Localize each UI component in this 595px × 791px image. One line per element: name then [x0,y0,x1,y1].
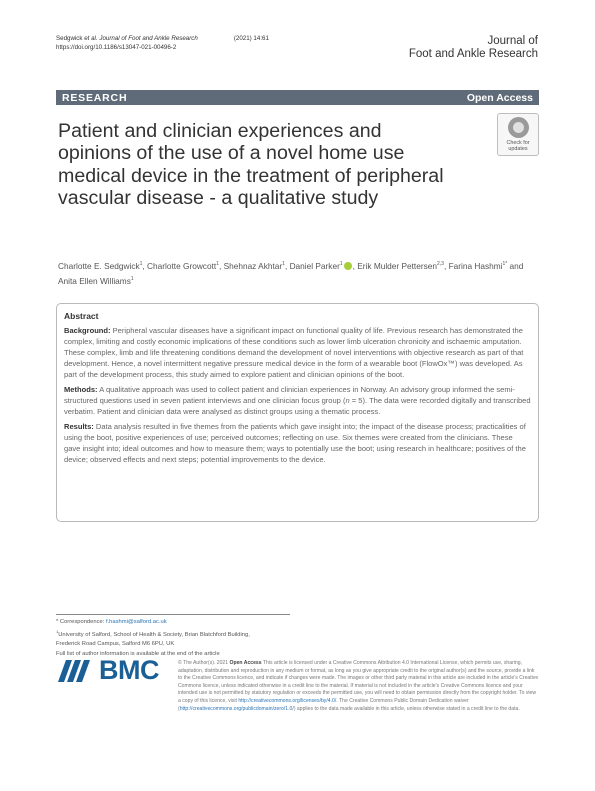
license-text: ) applies to the data made available in this article, unless otherwise stated in a credit line to the data. [293,705,520,712]
check-for-updates-label [506,140,529,152]
article-type-banner [56,90,539,105]
methods-label: Methods: [64,384,98,394]
correspondence-email-link[interactable]: f.hashmi@salford.ac.uk [105,619,167,625]
author-name: , Shehnaz Akhtar [218,260,283,271]
results-label: Results: [64,422,94,432]
correspondence-line [56,618,306,627]
author-affiliation-mark: 1 [282,261,285,267]
results-text: Data analysis resulted in five themes from the patients which gave insight into; the impact of the disease process; practicalities of using the boot, positive experiences of use; perceived outcomes; reflecting on use. Six themes were created from the clinicians. These gave insight into; ideal outcomes and how to measure them; ways to potentially use the boot; using research in healthcare; positives of the device; observed effects and next steps; potential improvements to the device. [64,422,526,464]
license-lead: © The Author(s). 2021 [178,660,230,666]
journal-name-line2: Foot and Ankle Research [408,48,538,60]
header-journal-ref: Journal of Foot and Ankle Research [97,35,198,42]
affiliation-text: University of Salford, School of Health & Society, Brian Blatchford Building, [58,632,250,639]
abstract-background [64,326,531,381]
author-name: , Farina Hashmi [443,260,503,271]
abstract-methods [64,385,531,418]
license-cc0-link[interactable]: http://creativecommons.org/publicdomain/zero/1.0/ [179,705,294,712]
bmc-logo [56,656,168,686]
abstract-results [64,422,531,466]
bmc-logo-icon [56,656,94,686]
license-cc-by-link[interactable]: http://creativecommons.org/licenses/by/4.0/ [238,697,337,704]
check-for-updates-badge[interactable] [497,113,539,156]
open-access-label: Open Access [466,91,533,104]
license-text: . The Creative Commons Public Domain Dedication waiver ( [178,697,469,712]
header-authors: Sedgwick [56,35,85,42]
author-name: , Daniel Parker [284,260,340,271]
methods-text: A qualitative approach was used to collect patient and clinician experiences in Norway. An advisory group informed the semi-structured questions used in seven patient interviews and one clinician focus group ( [64,384,515,405]
methods-text: = 5). The data were recorded digitally and transcribed verbatim. Patient and clinician data were analysed as distinct groups using a thematic process. [64,395,531,416]
author-affiliation-mark: 1 [130,276,134,283]
correspondence-label: * Correspondence: [56,619,106,625]
abstract-box [56,303,539,522]
bmc-logo-text: BMC [99,655,159,685]
affiliation-text: Frederick Road Campus, Salford M6 6PU, UK [56,641,175,648]
author-affiliation-mark: 1 [139,261,143,267]
affiliation-mark: 1 [56,629,59,635]
background-text: Peripheral vascular diseases have a significant impact on functional quality of life. Previous research has demonstrated the complex, limiting and costly economic implications of these conditions such as lower limb ulceration chronicity and ischaemic amputation. These complex, limb and life threatening conditions demand the development of novel interventions with objective research as part of that development. Hence, a novel intermittent negative pressure medical device in the form of a wearable boot (FlowOx™) was developed. As part of the development process, this study aimed to explore patient and clinician opinions of the boot. [64,325,524,379]
author-affiliation-mark: 1 [339,261,343,267]
license-statement [178,660,539,713]
author-list [58,258,528,289]
background-label: Background: [64,325,111,335]
doi-link[interactable]: https://doi.org/10.1186/s13047-021-00496-2 [56,44,177,51]
footnotes [56,618,306,659]
author-name: , Charlotte Growcott [142,260,217,271]
license-text: This article is licensed under a Creative Commons Attribution 4.0 International License, which permits use, sharing, adaptation, distribution and reproduction in any medium or format, as long as you give appropriate credit to the original author(s) and the source, provide a link to the Creative Commons licence, and indicate if changes were made. The images or other third party material in this article are included in the article's Creative Commons licence, unless indicated otherwise in a credit line to the material. If material is not included in the article's Creative Commons licence and your intended use is not permitted by statutory regulation or exceeds the permitted use, you will need to obtain permission directly from the copyright holder. To view a copy of this licence, visit [178,660,539,704]
header-et-al: et al. [84,35,98,42]
author-affiliation-mark: 2,3 [437,261,444,267]
footnote-divider [56,614,290,615]
check-for-updates-line1: Check for [506,140,530,146]
orcid-icon[interactable] [344,262,352,270]
citation-line [56,34,269,43]
methods-n: n [345,395,350,405]
affiliation-line [56,627,306,640]
author-name: , Erik Mulder Pettersen [352,260,437,271]
author-name: Charlotte E. Sedgwick [58,260,140,271]
running-header [56,34,269,52]
abstract-heading: Abstract [64,311,99,321]
check-for-updates-line2: updates [508,146,528,152]
license-open-access: Open Access [229,660,262,666]
check-for-updates-icon [508,117,529,138]
journal-name-line1: Journal of [487,35,538,47]
author-affiliation-mark: 1 [216,261,219,267]
author-name: and Anita Ellen Williams [58,260,524,287]
header-pages: (2021) 14:61 [233,35,269,42]
article-type-label: RESEARCH [62,91,128,104]
journal-logo [409,35,538,61]
author-affiliation-mark: 1* [502,261,508,267]
full-list-note: Full list of author information is available at the end of the article [56,650,220,657]
article-title: Patient and clinician experiences and opinions of the use of a novel home use medical device in the treatment of peripheral vascular disease - a qualitative study [58,120,444,210]
